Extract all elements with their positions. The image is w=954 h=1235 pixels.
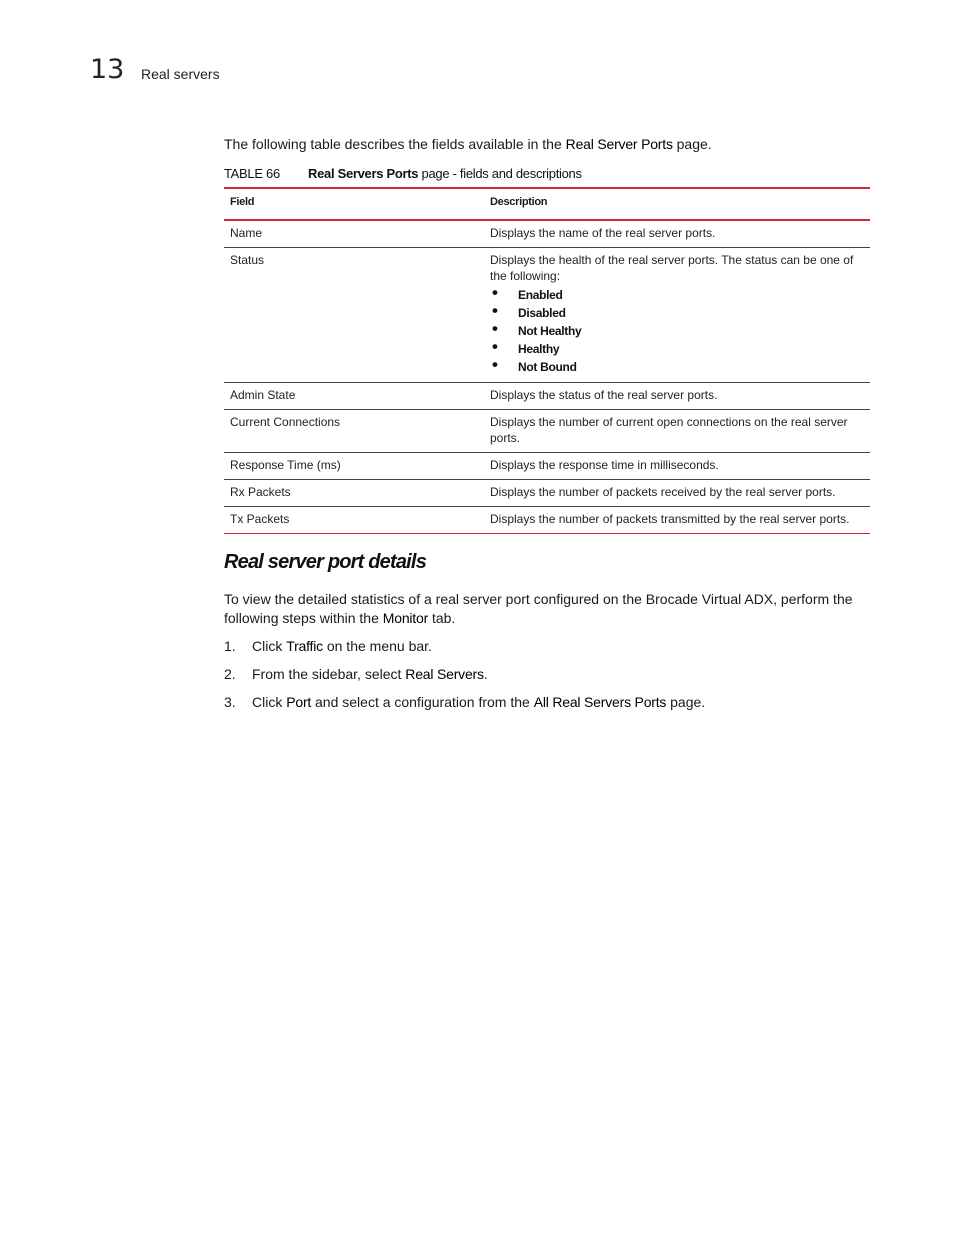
fields-table [224,187,870,534]
ui-term-monitor: Monitor [382,610,429,626]
step-number: 1. [224,638,236,654]
step-item [224,693,870,721]
status-item: • Enabled [490,286,864,304]
header-description: Description [490,196,548,208]
step-text: . [483,666,488,682]
description-cell [484,248,870,383]
description-cell: Displays the number of packets received by the real server ports. [490,485,836,499]
step-text: page. [666,694,706,710]
table-number: TABLE 66 [224,166,280,181]
step-text: Click [252,638,287,654]
steps-list [224,637,870,721]
table-caption-rest: page - fields and descriptions [418,166,582,181]
status-item: • Not Healthy [490,322,864,340]
step-text: From the sidebar, select [252,666,406,682]
header-field: Field [230,196,255,208]
ui-term-traffic: Traffic [286,638,323,654]
ui-term-real-servers: Real Servers [405,666,484,682]
table-caption [224,166,870,181]
step-text: and select a configuration from the [311,694,534,710]
intro-text-after: page. [672,136,712,152]
step-text: on the menu bar. [322,638,432,654]
table-row [224,507,870,534]
description-cell: Displays the response time in milliseconds. [490,458,719,472]
table-row [224,220,870,248]
field-cell: Name [230,226,263,240]
table-row [224,480,870,507]
field-cell: Current Connections [230,415,341,429]
section-paragraph [224,590,870,628]
paragraph-text-after: tab. [428,610,456,626]
field-cell: Admin State [230,388,296,402]
status-item: • Healthy [490,340,864,358]
ui-term-all-real-servers-ports: All Real Servers Ports [533,694,667,710]
paragraph-text-before: To view the detailed statistics of a real server port configured on the Brocade Virtual ADX, perform the following steps within the [224,591,853,626]
step-number: 3. [224,694,236,710]
description-cell: Displays the status of the real server ports. [490,388,718,402]
intro-text-before: The following table describes the fields available in the [224,136,566,152]
section-heading: Real server port details [224,551,427,573]
status-item: • Not Bound [490,358,864,376]
table-row [224,383,870,410]
field-cell: Response Time (ms) [230,458,341,472]
field-cell: Rx Packets [230,485,291,499]
description-cell: Displays the number of packets transmitted by the real server ports. [490,512,850,526]
table-header-row [224,188,870,220]
table-row [224,248,870,383]
intro-paragraph [224,135,870,153]
step-text: Click [252,694,287,710]
description-cell: Displays the number of current open connections on the real server ports. [490,415,848,445]
step-item [224,665,870,693]
chapter-title: Real servers [141,66,220,82]
description-text: Displays the health of the real server ports. The status can be one of the following: [490,253,854,283]
ui-term-port: Port [286,694,312,710]
table-row [224,410,870,453]
field-cell: Tx Packets [230,512,290,526]
status-item: • Disabled [490,304,864,322]
status-list [490,286,864,376]
ui-term-real-server-ports: Real Server Ports [565,136,673,152]
table-row [224,453,870,480]
table-caption-bold: Real Servers Ports [308,166,419,181]
description-cell: Displays the name of the real server ports. [490,226,716,240]
step-item [224,637,870,665]
field-cell: Status [230,253,265,267]
step-number: 2. [224,666,236,682]
chapter-number: 13 [90,54,125,85]
